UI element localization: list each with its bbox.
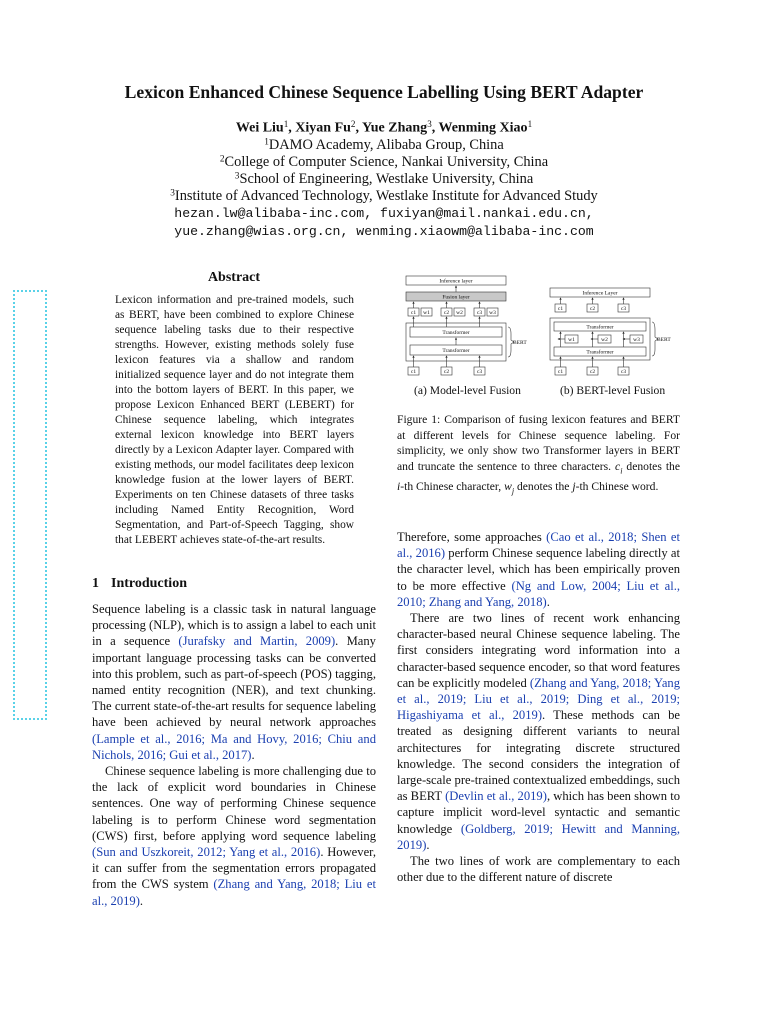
author-affiliation-mark: 3: [427, 119, 432, 129]
input-c2: c2: [443, 369, 450, 375]
citation-link[interactable]: (Ng and Low, 2004; Liu et al., 2010; Zhang and Yang, 2018): [397, 578, 681, 609]
affiliation-line: $^3$Institute of Advanced Technology, Westlake Institute for Advanced Study: [170, 188, 598, 204]
intro-right-paragraph-2: There are two lines of recent work enhancing character-based neural Chinese sequence labeling. The first considers integrating word information into a character-based sequence encoder, so that word features can be explicitly modeled (Zhang and Yang, 2018; Yang et al., 2019; Liu et al., 2019; Ding et al., 2019; Higashiyama et al., 2019). These methods can be treated as designing different variants to neural architectures for integrating discrete structured knowledge. The second considers the integration of large-scale pre-trained contextualized embeddings, such as BERT (Devlin et al., 2019), which has been shown to capture implicit word-level syntactic and semantic knowledge (Goldberg, 2019; Hewitt and Manning, 2019).: [397, 611, 681, 852]
token-c1-b: c1: [557, 306, 564, 312]
citation-link[interactable]: (Devlin et al., 2019): [445, 789, 547, 804]
subfigure-a: [406, 276, 527, 375]
token-c3: c3: [476, 310, 483, 316]
affiliation-line: $^1$DAMO Academy, Alibaba Group, China: [264, 137, 504, 153]
citation-link[interactable]: (Jurafsky and Martin, 2009): [178, 634, 336, 649]
abstract-text: Lexicon information and pre-trained models, such as BERT, have been combined to explore Chinese sequence labeling tasks due to their respective strengths. However, existing methods solely fuse lexicon features via a shallow and random initialized sequence layer and do not integrate them into the bottom layers of BERT. In this paper, we propose Lexicon Enhanced BERT (LEBERT) for Chinese sequence labeling, which integrates external lexicon knowledge into BERT layers directly by a Lexicon Adapter layer. Compared with existing methods, our model facilitates deep lexicon knowledge fusion at the lower layers of BERT. Experiments on ten Chinese datasets of three tasks including Named Entity Recognition, Word Segmentation, and Part-of-Speech Tagging, show that LEBERT achieves state-of-the-art results.: [115, 294, 354, 546]
figure-1-caption: Figure 1: Comparison of fusing lexicon features and BERT at different levels for Chinese sequence labeling. For simplicity, we only show two Transformer layers in BERT and truncate the sentence to three characters. $c_i$ denotes the i-th Chinese character, $w_j$ denotes the j-th Chinese word.: [397, 413, 680, 495]
intro-paragraph-1: Sequence labeling is a classic task in natural language processing (NLP), which is to assign a label to each unit in a sequence (Jurafsky and Martin, 2009). Many important language processing tasks can be converted into this problem, such as part-of-speech (POS) tagging, named entity recognition (NER), and text chunking. The current state-of-the-art results for sequence labeling have been achieved by neural network approaches (Lample et al., 2016; Ma and Hovy, 2016; Chiu and Nichols, 2016; Gui et al., 2017).: [92, 602, 376, 762]
subcaption-a: (a) Model-level Fusion: [414, 384, 521, 397]
author-affiliation-mark: 1: [527, 119, 533, 129]
author-list: Wei Liu$^1$, Xiyan Fu$^2$, Yue Zhang$^3$, Wenming Xiao$^1$: [235, 119, 533, 136]
bert-label-a: BERT: [513, 340, 527, 346]
input-c2-b: c2: [589, 369, 596, 375]
subcaption-b: (b) BERT-level Fusion: [560, 384, 666, 397]
intro-right-paragraph-1: Therefore, some approaches (Cao et al., 2018; Shen et al., 2016) perform Chinese sequence labeling directly at the character level, which has been empirically proven to be more effective (Ng and Low, 2004; Liu et al., 2010; Zhang and Yang, 2018).: [397, 530, 681, 609]
citation-link[interactable]: (Zhang and Yang, 2018; Yang et al., 2019; Liu et al., 2019; Ding et al., 2019; Higashiyama et al., 2019): [397, 675, 680, 723]
token-w3: w3: [489, 310, 496, 316]
input-c3-b: c3: [620, 369, 627, 375]
token-row-top-b: [555, 304, 629, 312]
intro-paragraph-2: Chinese sequence labeling is more challenging due to the lack of explicit word boundaries in Chinese sentences. One way of performing Chinese sequence labeling is to perform Chinese word segmentation (CWS) first, before applying word sequence labeling (Sun and Uszkoreit, 2012; Yang et al., 2016). However, it can suffer from the segmentation errors propagated from the CWS system (Zhang and Yang, 2018; Liu et al., 2019).: [92, 764, 376, 908]
paper-title: Lexicon Enhanced Chinese Sequence Labelling Using BERT Adapter: [124, 82, 644, 102]
affiliation-line: $^2$College of Computer Science, Nankai University, China: [219, 154, 549, 170]
token-c1: c1: [410, 310, 417, 316]
subfigure-b: [550, 288, 671, 375]
section-number: 1: [92, 576, 99, 591]
token-c2: c2: [443, 310, 450, 316]
transformer-label-2: Transformer: [442, 348, 470, 354]
token-row-bottom: [408, 367, 485, 375]
citation-link[interactable]: (Lample et al., 2016; Ma and Hovy, 2016; Chiu and Nichols, 2016; Gui et al., 2017): [92, 731, 376, 762]
email-line: hezan.lw@alibaba-inc.com, fuxiyan@mail.nankai.edu.cn,: [174, 206, 594, 221]
section-title: Introduction: [111, 576, 187, 591]
abstract-heading: Abstract: [207, 270, 261, 285]
transformer-label-b1: Transformer: [586, 324, 614, 331]
citation-link[interactable]: (Goldberg, 2019; Hewitt and Manning, 2019): [397, 821, 681, 852]
transformer-label-1: Transformer: [442, 330, 470, 336]
author-name: Yue Zhang: [361, 120, 428, 136]
token-w2: w2: [456, 310, 463, 316]
word-row-b: [565, 335, 643, 343]
token-w1: w1: [423, 310, 430, 316]
email-line: yue.zhang@wias.org.cn, wenming.xiaowm@alibaba-inc.com: [174, 224, 594, 239]
input-c1: c1: [410, 369, 417, 375]
word-w1-b: w1: [568, 337, 575, 343]
input-c3: c3: [476, 369, 483, 375]
token-c3-b: c3: [620, 306, 627, 312]
inference-layer-label-b: Inference Layer: [582, 290, 618, 297]
author-name: Wenming Xiao: [438, 120, 528, 136]
affiliation-line: $^3$School of Engineering, Westlake University, China: [234, 171, 534, 187]
citation-link[interactable]: (Sun and Uszkoreit, 2012; Yang et al., 2016): [92, 845, 321, 860]
token-row-bottom-b: [555, 367, 629, 375]
bert-label-b: BERT: [657, 337, 671, 343]
author-affiliation-mark: 1: [283, 119, 289, 129]
author-name: Wei Liu: [235, 120, 284, 136]
transformer-label-b2: Transformer: [586, 349, 614, 356]
citation-link[interactable]: (Zhang and Yang, 2018; Liu et al., 2019): [92, 877, 376, 908]
author-name: Xiyan Fu: [295, 120, 351, 136]
input-c1-b: c1: [557, 369, 564, 375]
intro-left-column: [92, 601, 376, 909]
intro-right-column: [397, 529, 680, 885]
token-row-top: [408, 308, 498, 316]
inference-layer-label: Inference layer: [439, 278, 473, 285]
intro-right-paragraph-3: The two lines of work are complementary to each other due to the different nature of discrete: [397, 854, 680, 885]
figure-1-diagram: [398, 272, 688, 402]
word-w2-b: w2: [601, 337, 608, 343]
margin-marker: [13, 290, 47, 720]
author-affiliation-mark: 2: [350, 119, 356, 129]
token-c2-b: c2: [589, 306, 596, 312]
fusion-layer-label: Fusion layer: [442, 294, 470, 301]
citation-link[interactable]: (Cao et al., 2018; Shen et al., 2016): [397, 530, 680, 561]
word-w3-b: w3: [633, 337, 640, 343]
section-heading-introduction: [92, 576, 187, 592]
